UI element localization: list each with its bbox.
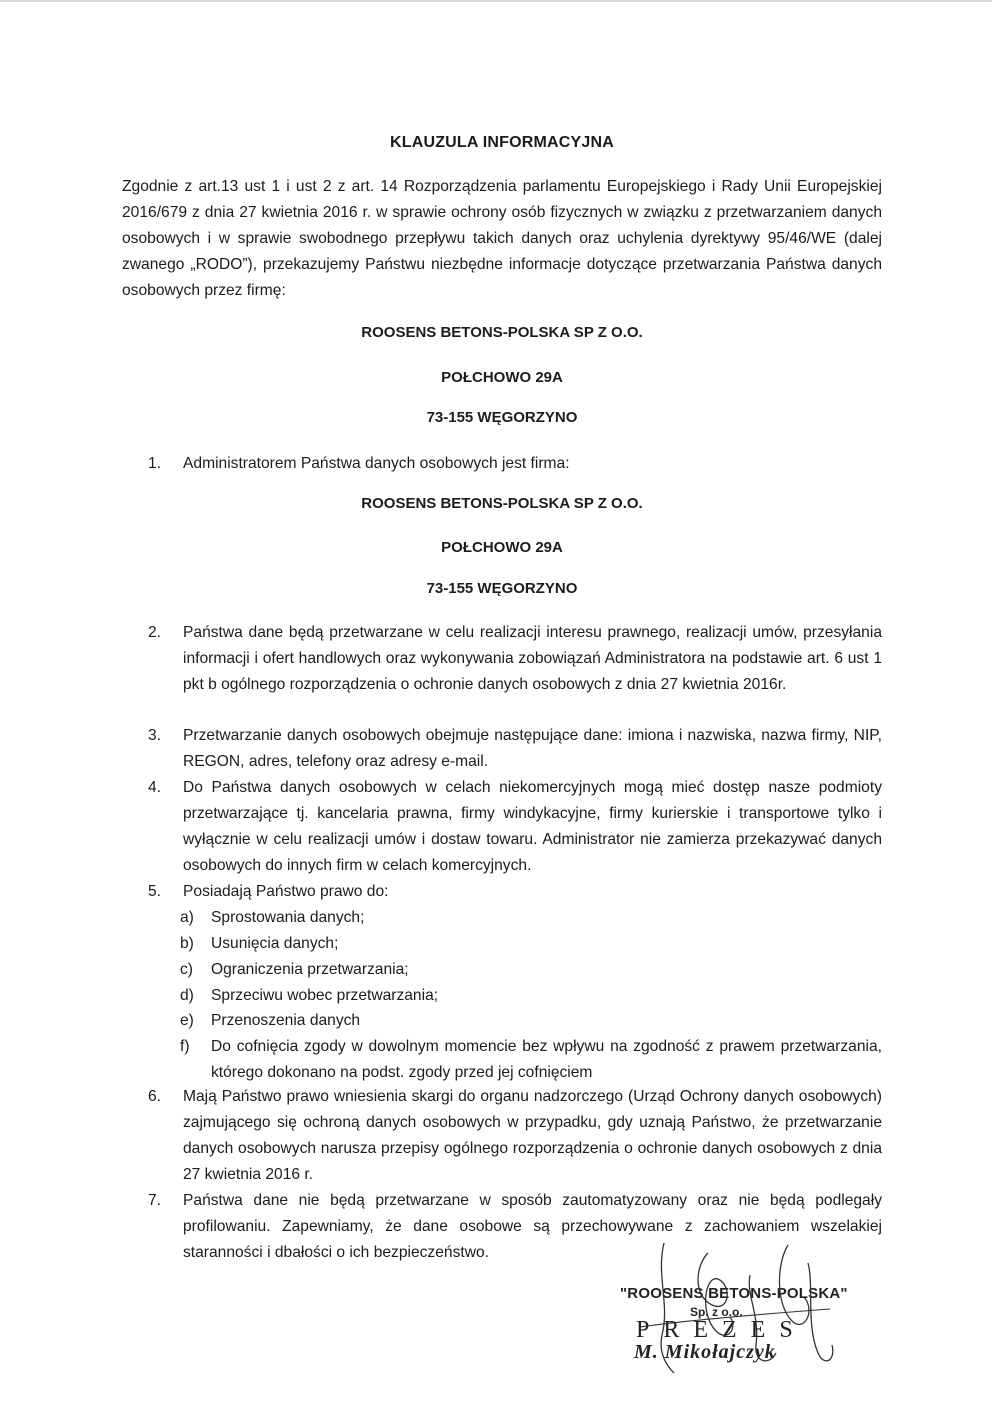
sub-item-text: Przenoszenia danych [211, 1012, 361, 1029]
company-street-1: POŁCHOWO 29A [441, 369, 563, 386]
list-text: Państwa dane nie będą przetwarzane w sposób zautomatyzowany oraz nie będą podlegały profilowaniu. Zapewniamy, że dane osobowe są przechowywane z zachowaniem wszelakiej staranności i dbałości o ich bezpieczeństwo. [183, 1192, 882, 1261]
list-number: 2. [148, 624, 162, 641]
sub-item-text: Sprzeciwu wobec przetwarzania; [211, 987, 439, 1004]
sub-item-c [180, 957, 882, 983]
sub-item-letter: b) [180, 935, 194, 952]
sub-item-text: Ograniczenia przetwarzania; [211, 961, 409, 978]
list-number: 7. [148, 1192, 162, 1209]
list-number: 6. [148, 1088, 162, 1105]
intro-paragraph: Zgodnie z art.13 ust 1 i ust 2 z art. 14 Rozporządzenia parlamentu Europejskiego i Rady Unii Europejskiej 2016/679 z dnia 27 kwietnia 2016 r. w sprawie ochrony osób fizycznych w związku z przetwarzaniem danych osobowych i w sprawie swobodnego przepływu takich danych oraz uchylenia dyrektywy 95/46/WE (dalej zwanego „RODO”), przekazujemy Państwu niezbędne informacje dotyczące przetwarzania Państwa danych osobowych przez firmę: [122, 178, 882, 299]
list-number: 5. [148, 883, 162, 900]
sub-item-letter: d) [180, 987, 194, 1004]
handwritten-signature [600, 1235, 870, 1375]
company-stamp [600, 1235, 870, 1375]
company-name-2: ROOSENS BETONS-POLSKA SP Z O.O. [361, 495, 643, 512]
list-item-2 [148, 620, 882, 698]
list-number: 4. [148, 779, 162, 796]
list-text: Administratorem Państwa danych osobowych jest firma: [183, 455, 570, 472]
list-number: 1. [148, 455, 162, 472]
sub-item-text: Sprostowania danych; [211, 909, 365, 926]
sub-item-b [180, 931, 882, 957]
list-item-5 [148, 879, 882, 905]
company-name-1: ROOSENS BETONS-POLSKA SP Z O.O. [361, 324, 643, 341]
list-item-3 [148, 723, 882, 775]
sub-item-d [180, 983, 882, 1009]
stamp-role: PREZES [636, 1317, 807, 1343]
sub-item-a [180, 905, 882, 931]
sub-item-e [180, 1008, 882, 1034]
sub-item-letter: f) [180, 1038, 190, 1055]
company-city-2: 73-155 WĘGORZYNO [426, 580, 578, 597]
company-city-1: 73-155 WĘGORZYNO [426, 409, 578, 426]
list-item-4 [148, 775, 882, 879]
sub-item-text: Do cofnięcia zgody w dowolnym momencie bez wpływu na zgodność z prawem przetwarzania, którego dokonano na podst. zgody przed jej cofnięciem [211, 1038, 882, 1081]
company-street-2: POŁCHOWO 29A [441, 539, 563, 556]
list-item-6 [148, 1084, 882, 1188]
list-text: Państwa dane będą przetwarzane w celu realizacji interesu prawnego, realizacji umów, przesyłania informacji i ofert handlowych oraz wykonywania zobowiązań Administratora na podstawie art. 6 ust 1 pkt b ogólnego rozporządzenia o ochronie danych osobowych z dnia 27 kwietnia 2016r. [183, 624, 882, 693]
list-text: Posiadają Państwo prawo do: [183, 883, 389, 900]
sub-item-text: Usunięcia danych; [211, 935, 339, 952]
list-number: 3. [148, 727, 162, 744]
sub-item-letter: c) [180, 961, 193, 978]
stamp-company-name: "ROOSENS BETONS-POLSKA" [620, 1285, 848, 1302]
document-title: KLAUZULA INFORMACYJNA [389, 134, 615, 151]
stamp-legal-form: Sp. z o.o. [690, 1305, 743, 1319]
sub-item-f [180, 1034, 882, 1086]
list-text: Do Państwa danych osobowych w celach niekomercyjnych mogą mieć dostęp nasze podmioty przetwarzające tj. kancelaria prawna, firmy windykacyjne, firmy kurierskie i transportowe tylko i wyłącznie w celu realizacji umów i dostaw towaru. Administrator nie zamierza przekazywać danych osobowych do innych firm w celach komercyjnych. [183, 779, 882, 874]
list-text: Przetwarzanie danych osobowych obejmuje następujące dane: imiona i nazwiska, nazwa firmy, NIP, REGON, adres, telefony oraz adresy e-mail. [183, 727, 882, 770]
stamp-person-name: M. Mikołajczyk [634, 1341, 776, 1363]
list-item-1 [148, 451, 882, 477]
sub-item-letter: a) [180, 909, 194, 926]
list-text: Mają Państwo prawo wniesienia skargi do organu nadzorczego (Urząd Ochrony danych osobowych) zajmującego się ochroną danych osobowych w przypadku, gdy uznają Państwo, że przetwarzanie danych osobowych narusza przepisy ogólnego rozporządzenia o ochronie danych osobowych z dnia 27 kwietnia 2016 r. [183, 1088, 882, 1183]
sub-item-letter: e) [180, 1012, 194, 1029]
